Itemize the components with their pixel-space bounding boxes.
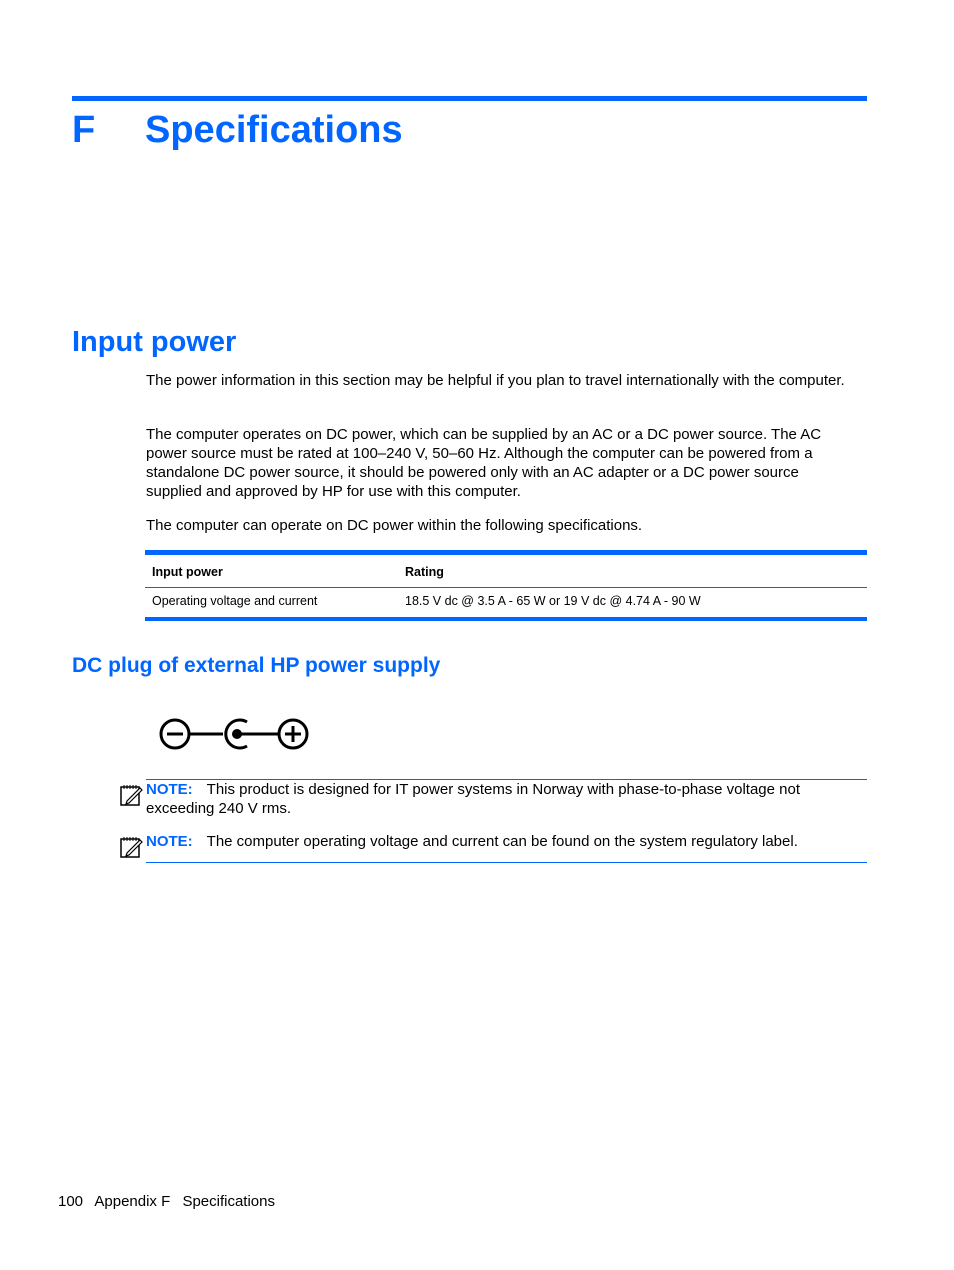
table-cell-rating: 18.5 V dc @ 3.5 A - 65 W or 19 V dc @ 4.74 A - 90 W [398, 588, 868, 620]
note-icon [118, 834, 144, 860]
page-number: 100 [58, 1193, 84, 1210]
note-label: NOTE: [146, 833, 193, 850]
table-header-input-power: Input power [145, 553, 398, 588]
chapter-title: Specifications [145, 109, 403, 151]
footer-title: Specifications [182, 1193, 275, 1210]
input-power-table [145, 550, 867, 621]
note-icon [118, 782, 144, 808]
page-footer [58, 1192, 283, 1211]
paragraph-spec-lead: The computer can operate on DC power within the following specifications. [146, 517, 643, 534]
paragraph-dc-power: The computer operates on DC power, which can be supplied by an AC or a DC power source. The AC power source must be rated at 100–240 V, 50–60 Hz. Although the computer can be powered from a standalone DC power source, it should be powered only with an AC adapter or a DC power source supplied and approved by HP for use with this computer. [146, 426, 822, 500]
note-label: NOTE: [146, 781, 193, 798]
paragraph-intro: The power information in this section may be helpful if you plan to travel internationally with the computer. [146, 372, 845, 389]
footer-appendix: Appendix F [94, 1193, 171, 1210]
note-text: The computer operating voltage and current can be found on the system regulatory label. [206, 833, 798, 850]
note-norway [146, 780, 867, 818]
chapter-letter: F [72, 109, 96, 151]
table-row [145, 588, 867, 620]
subsection-title: DC plug of external HP power supply [72, 654, 441, 677]
table-cell-parameter: Operating voltage and current [145, 588, 398, 620]
section-title: Input power [72, 326, 237, 358]
note-text: This product is designed for IT power systems in Norway with phase-to-phase voltage not exceeding 240 V rms. [146, 781, 801, 817]
table-header-rating: Rating [398, 553, 868, 588]
dc-plug-polarity-icon [157, 714, 313, 754]
table-header-row [145, 553, 867, 588]
chapter-top-rule [72, 96, 867, 101]
note-bottom-rule [146, 862, 867, 863]
note-regulatory-label [146, 832, 867, 851]
